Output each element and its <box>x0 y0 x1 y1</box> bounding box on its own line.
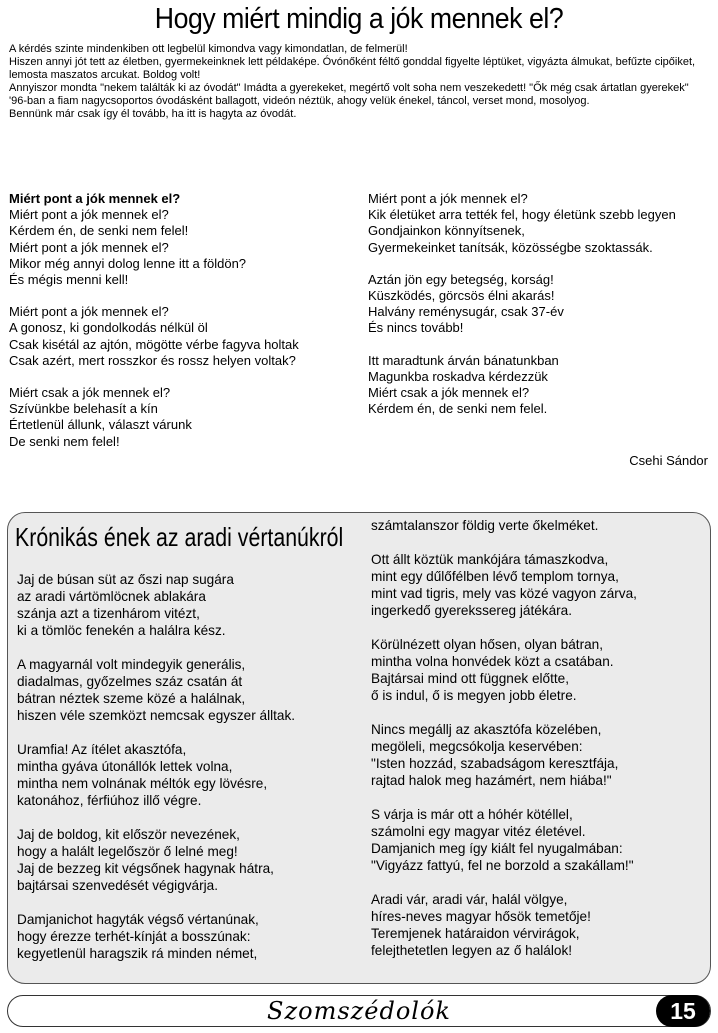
verse-line: Ott állt köztük mankójára támaszkodva, <box>371 552 609 567</box>
verse-line: Kérdem én, de senki nem felel! <box>9 223 189 239</box>
page-number: 15 <box>656 995 710 1027</box>
publication-name: Szomszédolók <box>267 997 451 1025</box>
verse-line: És mégis menni kell! <box>9 272 129 288</box>
verse-line: Aztán jön egy betegség, korság! <box>368 271 554 287</box>
stanza <box>17 826 357 894</box>
verse-line: ingerkedő gyerekssereg játékára. <box>371 603 572 618</box>
verse-line: Halvány reménysugár, csak 37-év <box>368 304 564 320</box>
verse-line: Küszködés, görcsös élni akarás! <box>368 288 555 304</box>
stanza <box>9 304 354 369</box>
stanza <box>368 191 708 256</box>
page-title: Hogy miért mindig a jók mennek el? <box>154 3 564 35</box>
verse-line: Értetlenül állunk, választ várunk <box>9 417 192 433</box>
verse-line: Aradi vár, aradi vár, halál völgye, <box>371 892 568 907</box>
verse-line: Jaj de búsan süt az őszi nap sugára <box>17 572 234 587</box>
stanza <box>9 207 354 288</box>
verse-line: De senki nem felel! <box>9 433 120 449</box>
poem-author: Csehi Sándor <box>629 453 708 468</box>
stanza <box>371 806 709 874</box>
verse-line: Kik életüket arra tették fel, hogy életünk szebb legyen <box>368 207 676 223</box>
verse-line: mint vad tigris, mely vas közé vagyon zárva, <box>371 586 637 601</box>
poem-right-column <box>368 191 708 433</box>
verse-line: Nincs megállj az akasztófa közelében, <box>371 722 602 737</box>
verse-line: ki a tömlöc fenekén a halálra kész. <box>17 623 226 638</box>
verse-line: Damjanichot hagyták végső vértanúnak, <box>17 912 259 927</box>
verse-line: Miért pont a jók mennek el? <box>368 191 528 206</box>
verse-line: hiszen véle szemközt nemcsak egyszer álltak. <box>17 708 296 723</box>
verse-line: felejthetetlen legyen az ő halálok! <box>371 943 573 958</box>
verse-line: Jaj de boldog, kit először nevezének, <box>17 827 240 842</box>
verse-line: Miért csak a jók mennek el? <box>368 385 530 401</box>
stanza <box>368 272 708 337</box>
stanza <box>17 656 357 724</box>
verse-line: Damjanich meg így kiált fel nyugalmában: <box>371 841 623 856</box>
ballad-title: Krónikás ének az aradi vértanúkról <box>15 522 344 552</box>
verse-line: az aradi vártömlöcnek ablakára <box>17 589 206 604</box>
stanza <box>17 741 357 809</box>
stanza <box>371 636 709 704</box>
verse-line: Gondjainkon könnyítsenek, <box>368 223 525 239</box>
verse-line: "Vigyázz fattyú, fel ne borzold a szakállam!" <box>371 858 634 873</box>
verse-line: Gyermekeinket tanítsák, közösségbe szoktassák. <box>368 239 653 255</box>
intro-text <box>9 43 709 121</box>
verse-line: számolni egy magyar vitéz életével. <box>371 824 586 839</box>
verse-line: Miért pont a jók mennek el? <box>9 304 169 320</box>
verse-line: hogy a halált legelőször ő lelné meg! <box>17 844 238 859</box>
verse-line: Miért csak a jók mennek el? <box>9 385 171 401</box>
intro-line: Annyiszor mondta "nekem találták ki az óvodát" Imádta a gyerekeket, megértő volt soha nem veszekedett! "Ők még csak ártatlan gyerekek" '96-ban a fiam nagycsoportos óvodásként ballagott, videón néztük, ahogy velük énekel, táncol, verset mond, mosolyog. <box>9 82 689 107</box>
verse-line: És nincs tovább! <box>368 320 464 336</box>
verse-line: A gonosz, ki gondolkodás nélkül öl <box>9 320 208 336</box>
verse-line: ő is indul, ő is megyen jobb életre. <box>371 688 577 703</box>
verse-line: hogy érezze terhét-kínját a bosszúnak: <box>17 929 251 944</box>
verse-line: bajtársai szenvedését végigvárja. <box>17 878 218 893</box>
stanza <box>371 517 709 534</box>
poem-left-column <box>9 191 354 466</box>
verse-line: számtalanszor földig verte őkelméket. <box>371 518 599 533</box>
verse-line: A magyarnál volt mindegyik generális, <box>17 657 246 672</box>
verse-line: híres-neves magyar hősök temetője! <box>371 909 591 924</box>
verse-line: mintha nem volnának méltók egy lövésre, <box>17 776 268 791</box>
verse-line: szánja azt a tizenhárom vitézt, <box>17 606 200 621</box>
stanza <box>9 385 354 450</box>
stanza <box>17 911 357 962</box>
verse-line: megöleli, megcsókolja keservében: <box>371 739 583 754</box>
verse-line: Szívünkbe belehasít a kín <box>9 401 158 417</box>
verse-line: diadalmas, győzelmes száz csatán át <box>17 674 243 689</box>
verse-line: Miért pont a jók mennek el? <box>9 207 169 223</box>
verse-line: Körülnézett olyan hősen, olyan bátran, <box>371 637 604 652</box>
intro-line: Bennünk már csak így él tovább, ha itt is hagyta az óvodát. <box>9 108 297 120</box>
verse-line: Jaj de bezzeg kit végsőnek hagynak hátra, <box>17 861 274 876</box>
verse-line: mintha gyáva útonállók lettek volna, <box>17 759 233 774</box>
verse-line: Magunkba roskadva kérdezzük <box>368 368 548 384</box>
intro-line: A kérdés szinte mindenkiben ott legbelül kimondva vagy kimondatlan, de felmerül! <box>9 43 408 55</box>
stanza <box>368 353 708 418</box>
verse-line: Itt maradtunk árván bánatunkban <box>368 352 559 368</box>
stanza <box>17 571 357 639</box>
verse-line: Uramfia! Az ítélet akasztófa, <box>17 742 187 757</box>
verse-line: "Isten hozzád, szabadságom keresztfája, <box>371 756 619 771</box>
stanza <box>371 551 709 619</box>
verse-line: Teremjenek határaidon vérvirágok, <box>371 926 580 941</box>
verse-line: mintha volna honvédek közt a csatában. <box>371 654 614 669</box>
verse-line: rajtad halok meg hazámért, nem hiába!" <box>371 773 612 788</box>
verse-line: Csak azért, mert rosszkor és rossz helyen voltak? <box>9 352 296 368</box>
stanza <box>371 891 709 959</box>
ballad-left-column <box>17 571 357 979</box>
verse-line: Mikor még annyi dolog lenne itt a földön? <box>9 255 247 271</box>
verse-line: Csak kisétál az ajtón, mögötte vérbe fagyva holtak <box>9 336 299 352</box>
stanza <box>371 721 709 789</box>
verse-line: Miért pont a jók mennek el? <box>9 239 169 255</box>
ballad-right-column <box>371 517 709 976</box>
verse-line: mint egy dűlőfélben lévő templom tornya, <box>371 569 619 584</box>
verse-line: katonához, férfiúhoz illő végre. <box>17 793 202 808</box>
intro-line: Hiszen annyi jót tett az életben, gyermekeinknek lett példaképe. Óvónőként féltő gonddal figyelte léptüket, vigyázta álmukat, befűzte cipőiket, lemosta maszatos arcukat. Boldog volt! <box>9 56 696 81</box>
verse-line: Bajtársai mind ott függnek előtte, <box>371 671 569 686</box>
verse-line: bátran néztek szeme közé a halálnak, <box>17 691 246 706</box>
verse-line: Kérdem én, de senki nem felel. <box>368 401 548 417</box>
verse-line: kegyetlenül haragszik rá minden német, <box>17 946 258 961</box>
verse-line: S várja is már ott a hóhér kötéllel, <box>371 807 573 822</box>
poem-title: Miért pont a jók mennek el? <box>9 191 181 206</box>
